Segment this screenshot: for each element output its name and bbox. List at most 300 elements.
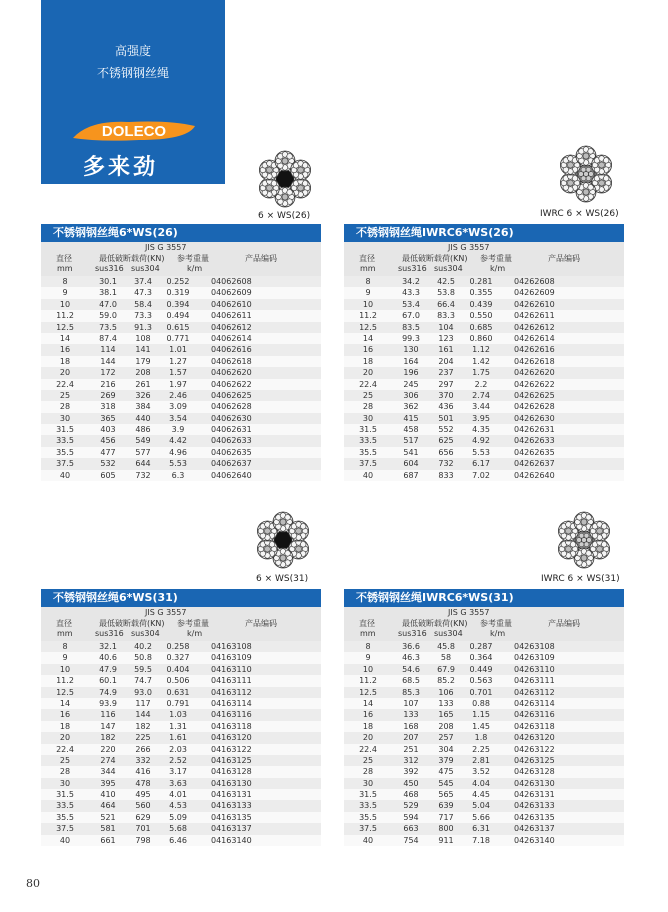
table-row <box>344 287 624 298</box>
weight-cell: 1.61 <box>169 733 187 743</box>
sus304-cell: 225 <box>135 733 151 743</box>
diameter-cell: 11.2 <box>359 311 377 321</box>
breaking-load-label: 最低破断载荷(KN) <box>99 254 165 263</box>
diameter-cell: 28 <box>59 767 71 777</box>
code-cell: 04263131 <box>514 790 555 800</box>
sus304-label: sus304 <box>434 264 463 273</box>
table-row <box>41 310 321 321</box>
diameter-cell: 14 <box>362 333 374 343</box>
weight-unit: k/m <box>490 264 506 273</box>
diameter-cell: 8 <box>62 277 68 286</box>
breaking-load-label: 最低破断载荷(KN) <box>402 254 468 263</box>
diameter-cell: 31.5 <box>359 425 377 435</box>
table-row <box>41 812 321 823</box>
sus316-cell: 168 <box>403 721 419 731</box>
diameter-cell: 25 <box>362 755 374 765</box>
code-cell: 04262611 <box>514 311 555 321</box>
diameter-cell: 9 <box>62 288 68 298</box>
brand-line-1: 高强度 <box>114 44 151 58</box>
table-row <box>344 687 624 698</box>
code-cell: 04163114 <box>211 698 252 708</box>
table-title: 不锈钢钢丝绳IWRC6*WS(26) <box>344 224 624 242</box>
code-cell: 04163140 <box>211 835 252 845</box>
weight-cell: 0.394 <box>166 299 190 309</box>
rope-cross-section-6xws26 <box>254 148 316 210</box>
code-cell: 04062628 <box>211 402 252 412</box>
weight-cell: 5.68 <box>169 824 187 834</box>
weight-cell: 0.771 <box>166 333 190 343</box>
sus304-cell: 440 <box>135 413 151 423</box>
diameter-cell: 33.5 <box>56 801 74 811</box>
table-row <box>41 664 321 675</box>
table-row <box>344 424 624 435</box>
sus316-cell: 456 <box>100 436 116 446</box>
code-cell: 04262616 <box>514 345 555 355</box>
sus316-label: sus316 <box>95 264 124 273</box>
code-cell: 04262635 <box>514 447 555 457</box>
code-label: 产品编码 <box>245 619 277 628</box>
table-row <box>344 675 624 686</box>
table-row <box>41 322 321 333</box>
table-row <box>344 447 624 458</box>
diameter-cell: 18 <box>362 721 374 731</box>
code-cell: 04262628 <box>514 402 555 412</box>
sus304-cell: 40.2 <box>134 642 152 651</box>
sus316-cell: 68.5 <box>402 676 420 686</box>
table-row <box>41 766 321 777</box>
diameter-label: 直径 <box>359 619 375 628</box>
table-row <box>41 413 321 424</box>
weight-unit: k/m <box>490 629 506 638</box>
sus304-cell: 85.2 <box>437 676 455 686</box>
weight-cell: 0.860 <box>469 333 493 343</box>
table-row <box>41 789 321 800</box>
diameter-cell: 20 <box>362 733 374 743</box>
sus304-cell: 911 <box>438 835 454 845</box>
sus316-cell: 458 <box>403 425 419 435</box>
weight-cell: 0.615 <box>166 322 190 332</box>
code-cell: 04062622 <box>211 379 252 389</box>
code-cell: 04062616 <box>211 345 252 355</box>
sus304-cell: 161 <box>438 345 454 355</box>
code-cell: 04062637 <box>211 459 252 469</box>
table-row <box>41 732 321 743</box>
sus304-cell: 73.3 <box>134 311 152 321</box>
table-row <box>344 276 624 287</box>
sus316-label: sus316 <box>398 629 427 638</box>
table-row <box>344 652 624 663</box>
sus316-cell: 392 <box>403 767 419 777</box>
sus316-cell: 36.6 <box>402 642 420 651</box>
sus304-cell: 66.4 <box>437 299 455 309</box>
table-row <box>344 333 624 344</box>
sus304-cell: 501 <box>438 413 454 423</box>
weight-cell: 0.287 <box>469 642 493 651</box>
code-cell: 04263122 <box>514 744 555 754</box>
sus304-cell: 478 <box>135 778 151 788</box>
sus316-cell: 517 <box>403 436 419 446</box>
table-row <box>344 310 624 321</box>
sus304-cell: 370 <box>438 390 454 400</box>
sus304-cell: 182 <box>135 721 151 731</box>
weight-cell: 3.9 <box>171 425 185 435</box>
diameter-cell: 20 <box>59 733 71 743</box>
diameter-cell: 12.5 <box>56 687 74 697</box>
breaking-load-label: 最低破断载荷(KN) <box>402 619 468 628</box>
code-cell: 04263120 <box>514 733 555 743</box>
code-cell: 04263135 <box>514 812 555 822</box>
sus304-cell: 37.4 <box>134 277 152 286</box>
table-row <box>41 687 321 698</box>
diameter-cell: 37.5 <box>56 824 74 834</box>
table-row <box>344 458 624 469</box>
code-cell: 04263125 <box>514 755 555 765</box>
table-row <box>41 709 321 720</box>
table-row <box>344 664 624 675</box>
weight-label: 参考重量 <box>480 254 512 263</box>
sus316-cell: 450 <box>403 778 419 788</box>
diameter-cell: 25 <box>59 755 71 765</box>
sus304-cell: 639 <box>438 801 454 811</box>
diameter-cell: 18 <box>362 356 374 366</box>
code-cell: 04262625 <box>514 390 555 400</box>
code-cell: 04163122 <box>211 744 252 754</box>
code-cell: 04262630 <box>514 413 555 423</box>
sus316-cell: 532 <box>100 459 116 469</box>
sus316-cell: 251 <box>403 744 419 754</box>
diameter-cell: 12.5 <box>359 687 377 697</box>
sus304-cell: 545 <box>438 778 454 788</box>
table-row <box>41 401 321 412</box>
sus304-cell: 67.9 <box>437 664 455 674</box>
diameter-cell: 22.4 <box>359 744 377 754</box>
table-row <box>344 789 624 800</box>
table-row <box>41 458 321 469</box>
sus316-cell: 164 <box>403 356 419 366</box>
sus316-cell: 38.1 <box>99 288 117 298</box>
weight-unit: k/m <box>187 264 203 273</box>
code-cell: 04262609 <box>514 288 555 298</box>
rope-caption: 6 × WS(31) <box>256 574 309 584</box>
diameter-cell: 12.5 <box>56 322 74 332</box>
sus316-cell: 468 <box>403 790 419 800</box>
code-cell: 04062608 <box>211 277 252 286</box>
sus304-cell: 208 <box>438 721 454 731</box>
diameter-cell: 40 <box>59 835 71 845</box>
weight-cell: 1.8 <box>474 733 488 743</box>
sus316-cell: 365 <box>100 413 116 423</box>
code-cell: 04163130 <box>211 778 252 788</box>
sus316-cell: 85.3 <box>402 687 420 697</box>
diameter-cell: 28 <box>362 767 374 777</box>
weight-cell: 5.53 <box>169 459 187 469</box>
sus304-cell: 332 <box>135 755 151 765</box>
sus304-cell: 50.8 <box>134 653 152 663</box>
diameter-cell: 9 <box>62 653 68 663</box>
sus304-cell: 144 <box>135 710 151 720</box>
weight-cell: 0.494 <box>166 311 190 321</box>
weight-cell: 4.42 <box>169 436 187 446</box>
weight-cell: 1.57 <box>169 368 187 378</box>
weight-cell: 5.04 <box>472 801 490 811</box>
sus304-cell: 208 <box>135 368 151 378</box>
table-row <box>41 287 321 298</box>
sus316-cell: 663 <box>403 824 419 834</box>
code-cell: 04163108 <box>211 642 252 651</box>
weight-cell: 2.81 <box>472 755 490 765</box>
sus304-cell: 266 <box>135 744 151 754</box>
weight-cell: 0.404 <box>166 664 190 674</box>
diameter-cell: 8 <box>62 642 68 651</box>
weight-cell: 1.12 <box>472 345 490 355</box>
spec-table-6xws31 <box>41 589 321 846</box>
table-row <box>344 390 624 401</box>
sus304-cell: 552 <box>438 425 454 435</box>
diameter-label: 直径 <box>56 254 72 263</box>
weight-cell: 4.01 <box>169 790 187 800</box>
table-header <box>41 607 321 641</box>
doleco-logo <box>69 118 199 144</box>
sus316-cell: 182 <box>100 733 116 743</box>
code-cell: 04062631 <box>211 425 252 435</box>
sus304-cell: 47.3 <box>134 288 152 298</box>
diameter-label: 直径 <box>359 254 375 263</box>
weight-cell: 4.96 <box>169 447 187 457</box>
code-cell: 04263109 <box>514 653 555 663</box>
sus304-cell: 384 <box>135 402 151 412</box>
code-cell: 04263133 <box>514 801 555 811</box>
weight-cell: 4.35 <box>472 425 490 435</box>
diameter-cell: 16 <box>59 345 71 355</box>
sus304-cell: 104 <box>438 322 454 332</box>
code-cell: 04263128 <box>514 767 555 777</box>
weight-cell: 5.66 <box>472 812 490 822</box>
code-cell: 04263137 <box>514 824 555 834</box>
sus304-cell: 237 <box>438 368 454 378</box>
weight-label: 参考重量 <box>177 254 209 263</box>
table-row <box>344 641 624 652</box>
diameter-cell: 14 <box>59 698 71 708</box>
sus316-cell: 395 <box>100 778 116 788</box>
code-cell: 04262612 <box>514 322 555 332</box>
code-cell: 04262640 <box>514 470 555 480</box>
weight-cell: 2.03 <box>169 744 187 754</box>
table-row <box>344 344 624 355</box>
code-cell: 04262614 <box>514 333 555 343</box>
sus304-cell: 204 <box>438 356 454 366</box>
sus316-cell: 594 <box>403 812 419 822</box>
table-row <box>41 652 321 663</box>
code-cell: 04262610 <box>514 299 555 309</box>
weight-cell: 3.17 <box>169 767 187 777</box>
sus316-cell: 403 <box>100 425 116 435</box>
table-row <box>344 413 624 424</box>
sus316-cell: 754 <box>403 835 419 845</box>
sus316-cell: 312 <box>403 755 419 765</box>
sus316-label: sus316 <box>398 264 427 273</box>
table-row <box>41 755 321 766</box>
table-row <box>41 344 321 355</box>
sus316-cell: 410 <box>100 790 116 800</box>
sus316-cell: 46.3 <box>402 653 420 663</box>
sus304-cell: 45.8 <box>437 642 455 651</box>
diameter-cell: 25 <box>59 390 71 400</box>
weight-cell: 0.281 <box>469 277 493 286</box>
sus316-cell: 216 <box>100 379 116 389</box>
sus304-cell: 629 <box>135 812 151 822</box>
sus316-cell: 687 <box>403 470 419 480</box>
standard-label: JIS G 3557 <box>145 608 187 617</box>
sus316-cell: 269 <box>100 390 116 400</box>
sus316-cell: 362 <box>403 402 419 412</box>
table-row <box>344 744 624 755</box>
diameter-cell: 40 <box>59 470 71 480</box>
sus316-cell: 67.0 <box>402 311 420 321</box>
brand-block <box>41 0 225 184</box>
diameter-cell: 37.5 <box>359 824 377 834</box>
table-row <box>344 379 624 390</box>
diameter-cell: 12.5 <box>359 322 377 332</box>
table-row <box>41 390 321 401</box>
sus316-cell: 245 <box>403 379 419 389</box>
code-cell: 04263116 <box>514 710 555 720</box>
weight-cell: 3.54 <box>169 413 187 423</box>
code-cell: 04262620 <box>514 368 555 378</box>
table-body <box>41 276 321 481</box>
diameter-cell: 14 <box>59 333 71 343</box>
code-cell: 04262608 <box>514 277 555 286</box>
table-title: 不锈钢钢丝绳6*WS(26) <box>41 224 321 242</box>
code-cell: 04163109 <box>211 653 252 663</box>
table-row <box>41 333 321 344</box>
code-cell: 04163110 <box>211 664 252 674</box>
code-cell: 04163133 <box>211 801 252 811</box>
diameter-cell: 28 <box>59 402 71 412</box>
code-label: 产品编码 <box>245 254 277 263</box>
diameter-cell: 30 <box>59 778 71 788</box>
table-row <box>41 835 321 846</box>
diameter-cell: 33.5 <box>359 801 377 811</box>
table-title: 不锈钢钢丝绳6*WS(31) <box>41 589 321 607</box>
weight-cell: 0.631 <box>166 687 190 697</box>
code-cell: 04262633 <box>514 436 555 446</box>
rope-cross-section-6xws31 <box>252 509 314 571</box>
code-cell: 04263114 <box>514 698 555 708</box>
table-row <box>41 470 321 481</box>
diameter-cell: 10 <box>362 299 374 309</box>
weight-cell: 1.03 <box>169 710 187 720</box>
weight-cell: 2.25 <box>472 744 490 754</box>
sus316-cell: 147 <box>100 721 116 731</box>
table-row <box>41 800 321 811</box>
sus316-cell: 344 <box>100 767 116 777</box>
diameter-cell: 11.2 <box>359 676 377 686</box>
spec-table-iwrc6xws26 <box>344 224 624 481</box>
sus304-cell: 565 <box>438 790 454 800</box>
table-row <box>41 778 321 789</box>
diameter-cell: 9 <box>365 288 371 298</box>
sus316-cell: 54.6 <box>402 664 420 674</box>
weight-cell: 5.09 <box>169 812 187 822</box>
code-cell: 04163128 <box>211 767 252 777</box>
standard-label: JIS G 3557 <box>448 243 490 252</box>
table-row <box>41 744 321 755</box>
table-row <box>344 401 624 412</box>
sus316-cell: 30.1 <box>99 277 117 286</box>
code-cell: 04062633 <box>211 436 252 446</box>
sus316-cell: 661 <box>100 835 116 845</box>
weight-cell: 3.09 <box>169 402 187 412</box>
table-row <box>344 721 624 732</box>
weight-cell: 0.88 <box>472 698 490 708</box>
table-row <box>41 379 321 390</box>
sus304-cell: 58.4 <box>134 299 152 309</box>
sus316-cell: 207 <box>403 733 419 743</box>
code-cell: 04062630 <box>211 413 252 423</box>
weight-cell: 1.97 <box>169 379 187 389</box>
weight-cell: 0.319 <box>166 288 190 298</box>
sus316-cell: 130 <box>403 345 419 355</box>
sus316-cell: 47.9 <box>99 664 117 674</box>
sus316-cell: 60.1 <box>99 676 117 686</box>
table-row <box>344 732 624 743</box>
table-body <box>344 641 624 846</box>
diameter-cell: 20 <box>59 368 71 378</box>
sus304-cell: 800 <box>438 824 454 834</box>
weight-cell: 0.258 <box>166 642 190 651</box>
weight-cell: 0.563 <box>469 676 493 686</box>
sus316-cell: 93.9 <box>99 698 117 708</box>
weight-cell: 1.31 <box>169 721 187 731</box>
sus316-cell: 144 <box>100 356 116 366</box>
code-cell: 04262637 <box>514 459 555 469</box>
diameter-cell: 8 <box>365 642 371 651</box>
sus316-cell: 318 <box>100 402 116 412</box>
diameter-cell: 14 <box>362 698 374 708</box>
code-cell: 04062635 <box>211 447 252 457</box>
sus304-cell: 577 <box>135 447 151 457</box>
weight-cell: 2.46 <box>169 390 187 400</box>
standard-label: JIS G 3557 <box>448 608 490 617</box>
table-row <box>41 675 321 686</box>
code-cell: 04062640 <box>211 470 252 480</box>
sus316-cell: 87.4 <box>99 333 117 343</box>
sus316-cell: 306 <box>403 390 419 400</box>
code-cell: 04062610 <box>211 299 252 309</box>
logo-text: DOLECO <box>101 123 167 140</box>
table-row <box>344 299 624 310</box>
table-row <box>344 470 624 481</box>
sus316-cell: 172 <box>100 368 116 378</box>
sus304-cell: 701 <box>135 824 151 834</box>
weight-cell: 1.01 <box>169 345 187 355</box>
table-row <box>41 424 321 435</box>
table-title: 不锈钢钢丝绳IWRC6*WS(31) <box>344 589 624 607</box>
sus316-cell: 43.3 <box>402 288 420 298</box>
code-cell: 04263108 <box>514 642 555 651</box>
sus304-cell: 656 <box>438 447 454 457</box>
sus316-cell: 521 <box>100 812 116 822</box>
weight-label: 参考重量 <box>177 619 209 628</box>
sus304-cell: 486 <box>135 425 151 435</box>
code-cell: 04263118 <box>514 721 555 731</box>
sus316-cell: 114 <box>100 345 116 355</box>
code-cell: 04062614 <box>211 333 252 343</box>
sus304-cell: 625 <box>438 436 454 446</box>
weight-cell: 3.44 <box>472 402 490 412</box>
breaking-load-label: 最低破断载荷(KN) <box>99 619 165 628</box>
code-cell: 04262618 <box>514 356 555 366</box>
